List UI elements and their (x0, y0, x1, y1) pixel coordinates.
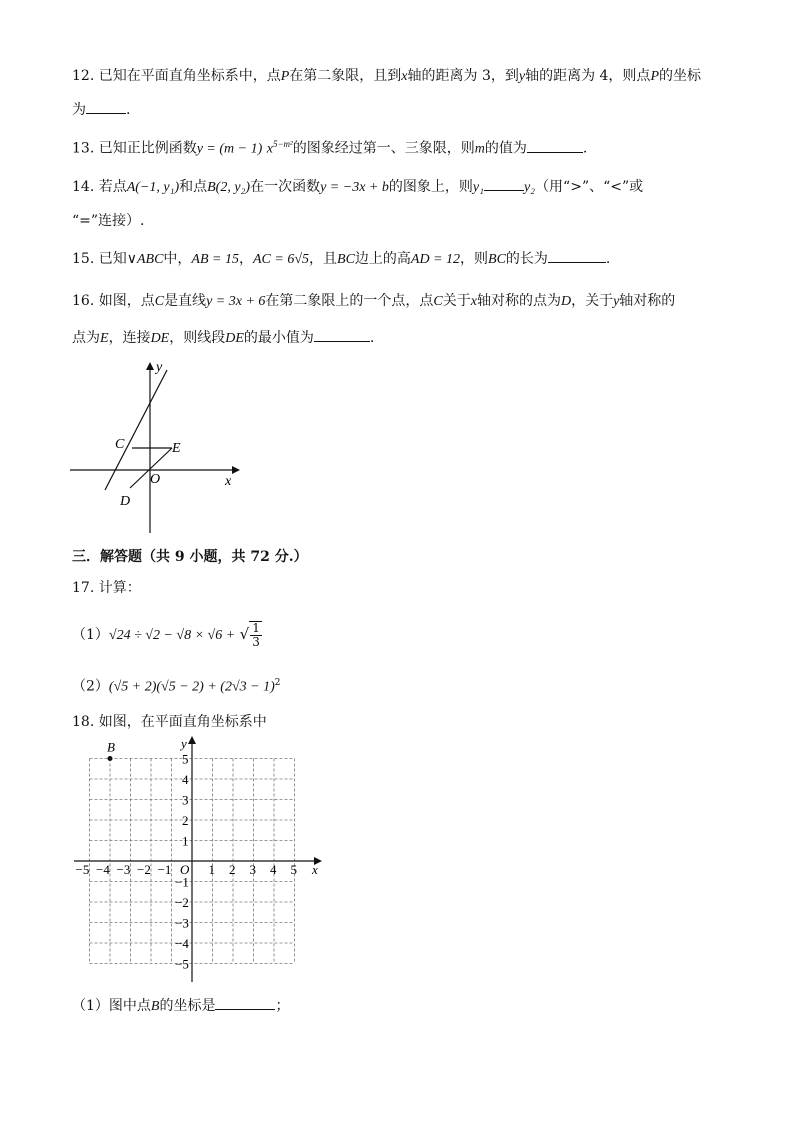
var-c: C (433, 294, 443, 309)
answer-blank[interactable] (527, 140, 583, 153)
x-tick-label: 4 (270, 862, 277, 877)
q14-text: “=”连接）. (72, 213, 145, 229)
q14-text: 和点 (179, 179, 208, 195)
y-tick-label: 3 (182, 792, 189, 808)
q18-coordinate-grid (70, 734, 330, 986)
var-c: C (154, 294, 165, 309)
q12-line2 (72, 101, 130, 119)
x-tick-label: −3 (116, 862, 131, 877)
fraction-numerator: 1 (252, 621, 260, 635)
y-tick-label: 5 (182, 751, 189, 767)
y-axis-label: y (181, 736, 187, 751)
var-y1: y₁ (472, 180, 484, 195)
x-tick-label: 2 (229, 862, 236, 877)
q16-line2 (72, 329, 374, 348)
q12-text: 轴的距离为 4，则点 (525, 68, 651, 84)
x-axis-arrow (232, 466, 240, 474)
y-axis-arrow (188, 736, 196, 744)
q15-text: 的长为 (505, 251, 548, 267)
var-x: x (470, 294, 477, 309)
y-axis-arrow (146, 362, 154, 370)
math-expr: ABC (136, 252, 164, 267)
q15-text: . (605, 251, 611, 267)
q18-text: （1）图中点 (72, 998, 151, 1014)
y-tick-label: −1 (175, 874, 189, 890)
math-expr: BC (337, 252, 355, 267)
q12-text: 在第二象限，且到 (289, 68, 402, 84)
q12-text: 的坐标 (659, 68, 701, 84)
math-expr: AD = 12 (410, 252, 461, 267)
x-axis-label: x (312, 862, 318, 877)
q12-text: . (126, 102, 131, 118)
part-label: （2） (72, 678, 109, 695)
math-expr: B(2, y₂) (207, 180, 251, 195)
math-exponent: 5−m² (272, 139, 293, 149)
y-tick-label: 1 (182, 833, 189, 849)
q13-text: 的值为 (484, 140, 527, 157)
origin-label: O (180, 862, 190, 877)
q14-line2 (72, 212, 145, 230)
q15-text: ，则 (460, 251, 489, 267)
q18-text: ； (275, 998, 290, 1014)
q13-text: . (582, 140, 588, 157)
q18-text: 的坐标是 (159, 998, 216, 1014)
q18-title: 18. 如图，在平面直角坐标系中 (72, 714, 267, 730)
q16-text: 关于 (442, 293, 471, 309)
fig-label-o: O (150, 472, 161, 487)
q15-text: 中， (163, 251, 192, 267)
q14-text: 在一次函数 (250, 179, 321, 195)
math-expr: DE (150, 331, 170, 346)
q15-line (72, 250, 610, 269)
q16-text: 点为 (72, 330, 100, 346)
math-expr: AC = 6√5 (252, 252, 310, 267)
var-y2: y₂ (523, 180, 536, 195)
q12-text: 轴的距离为 3，到 (407, 68, 519, 84)
q14-line1 (72, 178, 643, 197)
x-tick-label: 3 (249, 862, 256, 877)
fig-label-x: x (225, 474, 232, 489)
math-exponent: 2 (274, 678, 281, 688)
q18-part1 (72, 997, 289, 1016)
answer-blank[interactable] (484, 178, 524, 191)
y-tick-label: 2 (182, 813, 189, 828)
var-p: P (650, 69, 659, 84)
q16-text: 轴对称的 (619, 293, 676, 309)
fraction-denominator: 3 (252, 635, 260, 649)
math-expr: A(−1, y₁) (126, 180, 180, 195)
q17-title: 17. 计算： (72, 580, 141, 596)
fig-label-y: y (156, 360, 163, 375)
var-d: D (560, 294, 572, 309)
q14-text: 的图象上，则 (388, 179, 473, 195)
q14-text: 14. 若点 (72, 179, 127, 195)
q12-line1 (72, 67, 701, 86)
var-p: P (280, 69, 290, 84)
var-m: m (474, 141, 485, 157)
answer-blank[interactable] (215, 997, 275, 1010)
math-expr: (√5 + 2)(√5 − 2) + (2√3 − 1) (108, 679, 275, 695)
q16-text: ，连接 (108, 330, 151, 346)
var-y: y (518, 69, 526, 84)
sqrt-sign: √ (239, 625, 250, 643)
q15-text: 边上的高 (354, 251, 411, 267)
fig-label-d: D (120, 494, 131, 509)
math-expr: AB = 15 (191, 252, 239, 267)
var-x: x (266, 141, 273, 157)
y-tick-label: −5 (175, 956, 189, 972)
section-heading: 三．解答题（共 9 小题，共 72 分.） (72, 549, 308, 565)
q15-text: 15. 已知∨ (72, 251, 137, 267)
q13-line (72, 135, 587, 159)
q17-part1 (72, 620, 262, 650)
answer-blank[interactable] (314, 329, 370, 342)
math-expr: y = −3x + b (320, 180, 389, 195)
answer-blank[interactable] (548, 250, 606, 263)
math-expr: √24 ÷ √2 − √8 × √6 + (108, 628, 236, 643)
q12-text: 12. 已知在平面直角坐标系中，点 (72, 68, 281, 84)
q16-text: ，关于 (571, 293, 614, 309)
q15-text: ，且 (309, 251, 338, 267)
x-tick-label: −5 (75, 862, 90, 877)
math-expr: y = (m − 1) (196, 141, 263, 157)
q16-text: 轴对称的点为 (476, 293, 561, 309)
answer-blank[interactable] (86, 101, 126, 114)
fig-label-c: C (115, 437, 125, 452)
y-tick-label: −3 (175, 915, 189, 931)
x-tick-label: −2 (137, 862, 151, 877)
q16-text: 是直线 (164, 293, 207, 309)
q16-text: . (369, 330, 375, 346)
y-tick-label: −2 (175, 895, 189, 910)
x-tick-label: 5 (290, 862, 297, 877)
q16-text: 在第二象限上的一个点，点 (265, 293, 434, 309)
var-y: y (613, 294, 620, 309)
q16-figure (60, 355, 250, 540)
q12-text: 为 (72, 102, 86, 118)
var-e: E (100, 331, 109, 346)
fig-label-e: E (172, 441, 181, 456)
q16-line1 (72, 292, 675, 311)
var-x: x (401, 69, 408, 84)
q13-text: 的图象经过第一、三象限，则 (292, 140, 475, 157)
part-label: （1） (72, 627, 109, 643)
x-tick-label: −4 (96, 862, 110, 877)
y-tick-label: 4 (182, 772, 189, 787)
q13-text: 13. 已知正比例函数 (72, 140, 197, 157)
q15-text: ， (238, 251, 253, 267)
q16-text: 的最小值为 (243, 330, 314, 346)
y-tick-label: −4 (175, 936, 189, 951)
math-expr: DE (225, 331, 244, 346)
fraction (249, 621, 262, 649)
q14-text: （用“>”、“<”或 (535, 179, 644, 195)
x-tick-label: −1 (157, 862, 172, 877)
math-expr: BC (488, 252, 506, 267)
q16-text: ，则线段 (169, 330, 226, 346)
q16-text: 16. 如图，点 (72, 293, 155, 309)
point-b-label: B (107, 739, 115, 755)
var-b: B (150, 999, 160, 1014)
x-tick-label: 1 (208, 862, 215, 877)
math-expr: y = 3x + 6 (206, 294, 266, 309)
q17-part2 (72, 674, 280, 697)
point-b (108, 756, 113, 761)
